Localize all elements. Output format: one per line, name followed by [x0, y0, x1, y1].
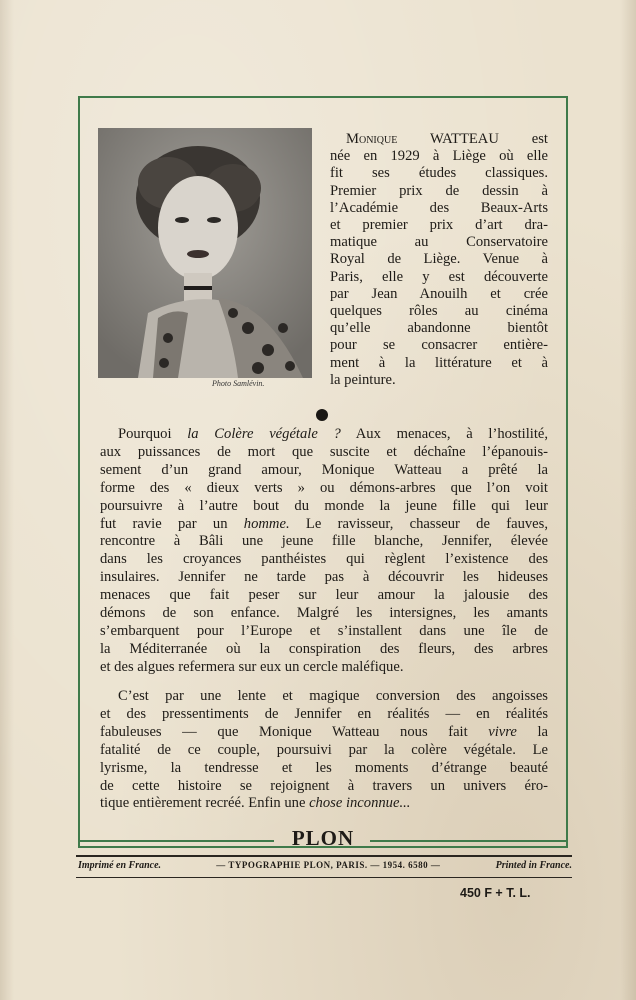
bio-line: Monique WATTEAU est — [346, 131, 548, 147]
summary-line: fabuleuses — que Monique Watteau nous fait vivre la — [100, 723, 548, 740]
bio-line: par Jean Anouilh et crée — [330, 285, 548, 302]
summary-line: et des algues refermera sur eux un cercle maléfique. — [100, 658, 404, 675]
imprint-middle: — TYPOGRAPHIE PLON, PARIS. — 1954. 6580 — — [216, 860, 441, 870]
bio-line: l’Académie des Beaux-Arts — [330, 199, 548, 216]
imprint-line — [78, 860, 572, 871]
price-label: 450 F + T. L. — [460, 886, 531, 900]
bio-line: Royal de Liège. Venue à — [330, 251, 548, 268]
summary-line: sement d’un grand amour, Monique Watteau a prêté la — [100, 461, 548, 478]
summary-paragraph-2 — [100, 688, 548, 813]
summary-line: la Méditerranée où la conspiration des fleurs, des arbres — [100, 640, 548, 657]
bio-line: matique au Conservatoire — [330, 234, 548, 251]
summary-line: s’embarquent pour l’Europe et s’installent dans une île de — [100, 622, 548, 639]
imprint-right: Printed in France. — [495, 860, 572, 871]
summary-line: de cette histoire se rejoignent à travers un univers éro- — [100, 777, 548, 794]
bio-line: quelques rôles au cinéma — [330, 303, 548, 320]
imprint-rule-top — [76, 855, 572, 857]
summary-line: lyrisme, la tendresse et les moments d’étrange beauté — [100, 759, 548, 776]
author-bio — [330, 131, 548, 389]
bio-line: et premier prix d’art dra- — [330, 217, 548, 234]
summary-line: menaces que fait peser sur leur amour la jalousie des — [100, 587, 548, 604]
bio-line: pour se consacrer entière- — [330, 337, 548, 354]
summary-line: poursuivre à l’autre bout du monde la jeune fille qui leur — [100, 497, 548, 514]
summary-line: fut ravie par un homme. Le ravisseur, chasseur de fauves, — [100, 515, 548, 532]
bio-line: née en 1929 à Liège où elle — [330, 148, 548, 165]
summary-line: fatalité de ce couple, poursuivi par la colère végétale. Le — [100, 741, 548, 758]
summary-line: rencontre à Bâli une jeune fille blanche, Jennifer, élevée — [100, 533, 548, 550]
publisher-row — [78, 826, 568, 852]
summary-line: forme des « dieux verts » ou démons-arbres que l’on voit — [100, 479, 548, 496]
summary-line: Pourquoi la Colère végétale ? Aux menaces, à l’hostilité, — [118, 426, 548, 442]
imprint-rule-bottom — [76, 877, 572, 878]
publisher-name: PLON — [291, 826, 355, 850]
summary-line: dans les croyances panthéistes qui règlent l’existence des — [100, 551, 548, 568]
photo-credit: Photo Samlévin. — [212, 379, 265, 388]
summary-paragraph-1 — [100, 426, 548, 677]
bio-line: Paris, elle y est découverte — [330, 268, 548, 285]
summary-line: aux puissances de mort que suscite et déchaîne l’épanouis- — [100, 443, 548, 460]
author-photo — [98, 128, 312, 378]
bio-line: Premier prix de dessin à — [330, 182, 548, 199]
summary-line: insulaires. Jennifer ne tarde pas à découvrir les hideuses — [100, 569, 548, 586]
imprint-left: Imprimé en France. — [78, 860, 162, 871]
summary-line: C’est par une lente et magique conversion des angoisses — [118, 688, 548, 704]
summary-line: démons de son enfance. Malgré les intersignes, les amants — [100, 605, 548, 622]
bio-line: qu’elle abandonne bientôt — [330, 320, 548, 337]
summary-line: et des pressentiments de Jennifer en réalités — en réalités — [100, 705, 548, 722]
summary-line: tique entièrement recréé. Enfin une chose inconnue... — [100, 795, 411, 812]
bio-line: la peinture. — [330, 371, 396, 388]
bullet-ornament — [316, 409, 328, 421]
bio-line: ment à la littérature et à — [330, 354, 548, 371]
bio-line: fit ses études classiques. — [330, 165, 548, 182]
